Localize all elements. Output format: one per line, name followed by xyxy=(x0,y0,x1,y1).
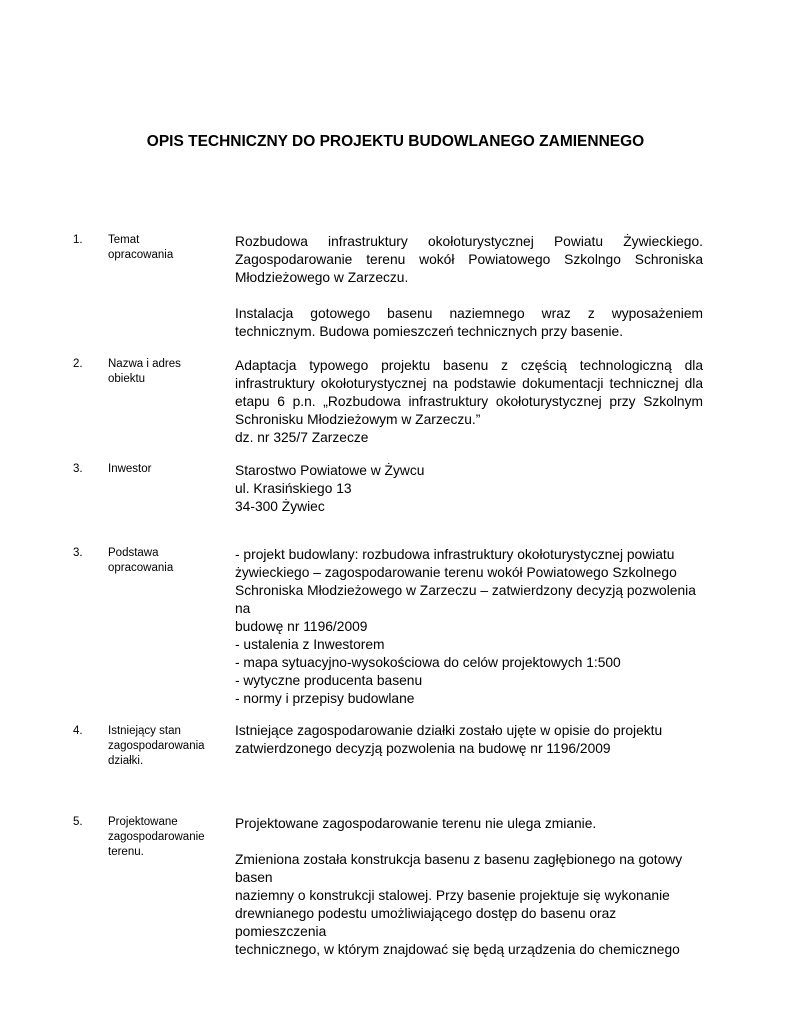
section-content xyxy=(235,722,703,758)
section-label-line: Inwestor xyxy=(108,463,152,475)
section-number: 2. xyxy=(73,358,83,370)
section-label-line: Podstawa xyxy=(108,547,159,559)
section-number: 4. xyxy=(73,725,83,737)
section-label xyxy=(108,233,223,263)
paragraph: Rozbudowa infrastruktury okołoturystycznej Powiatu Żywieckiego. Zagospodarowanie terenu wokół Powiatowego Szkolngo Schroniska Młodzieżowego w Zarzeczu. xyxy=(235,234,703,285)
list-item: - wytyczne producenta basenu xyxy=(235,673,423,688)
section-content xyxy=(235,462,703,516)
text-line: Zmieniona została konstrukcja basenu z basenu zagłębionego na gotowy basen xyxy=(235,852,683,885)
section-content xyxy=(235,357,703,447)
list-item: - ustalenia z Inwestorem xyxy=(235,637,385,652)
document-title: OPIS TECHNICZNY DO PROJEKTU BUDOWLANEGO ZAMIENNEGO xyxy=(146,133,645,150)
section-label xyxy=(108,724,223,769)
section-label-line: terenu. xyxy=(108,846,144,858)
text-line: Projektowane zagospodarowanie terenu nie ulega zmianie. xyxy=(235,816,597,831)
paragraph: Instalacja gotowego basenu naziemnego wraz z wyposażeniem technicznym. Budowa pomieszczeń technicznych przy basenie. xyxy=(235,306,703,339)
text-line: ul. Krasińskiego 13 xyxy=(235,481,352,496)
section-content xyxy=(235,233,703,341)
list-item: - normy i przepisy budowlane xyxy=(235,691,415,706)
section-label-line: Istniejący stan xyxy=(108,725,181,737)
list-item: budowę nr 1196/2009 xyxy=(235,619,368,634)
section-label-line: działki. xyxy=(108,755,144,767)
list-item: - mapa sytuacyjno-wysokościowa do celów projektowych 1:500 xyxy=(235,655,621,670)
section-number: 3. xyxy=(73,463,83,475)
section-content xyxy=(235,815,703,959)
section-label-line: zagospodarowania xyxy=(108,740,205,752)
section-number: 3. xyxy=(73,547,83,559)
section-label-line: Projektowane xyxy=(108,816,178,828)
section-label-line: zagospodarowanie xyxy=(108,831,205,843)
list-item: żywieckiego – zagospodarowanie terenu wokół Powiatowego Szkolnego xyxy=(235,565,677,580)
section-label-line: opracowania xyxy=(108,562,174,574)
paragraph: dz. nr 325/7 Zarzecze xyxy=(235,430,369,445)
text-line: naziemny o konstrukcji stalowej. Przy basenie projektuje się wykonanie xyxy=(235,888,670,903)
text-line: technicznego, w którym znajdować się będą urządzenia do chemicznego xyxy=(235,942,680,957)
section-label-line: Nazwa i adres xyxy=(108,358,181,370)
paragraph: Adaptacja typowego projektu basenu z częścią technologiczną dla infrastruktury okołoturystycznej na podstawie dokumentacji technicznej dla etapu 6 p.n. „Rozbudowa infrastruktury okołoturystycznej przy Szkolnym Schronisku Młodzieżowym w Zarzeczu.” xyxy=(235,358,703,427)
text-line: Starostwo Powiatowe w Żywcu xyxy=(235,463,425,478)
text-line: zatwierdzonego decyzją pozwolenia na budowę nr 1196/2009 xyxy=(235,741,611,756)
text-line: Istniejące zagospodarowanie działki zostało ujęte w opisie do projektu xyxy=(235,723,663,738)
section-number: 1. xyxy=(73,234,83,246)
section-label xyxy=(108,462,223,477)
text-line: drewnianego podestu umożliwiającego dostęp do basenu oraz pomieszczenia xyxy=(235,906,617,939)
section-label xyxy=(108,815,223,860)
list-item: - projekt budowlany: rozbudowa infrastruktury okołoturystycznej powiatu xyxy=(235,547,675,562)
section-label xyxy=(108,546,223,576)
section-number: 5. xyxy=(73,816,83,828)
list-item: Schroniska Młodzieżowego w Zarzeczu – zatwierdzony decyzją pozwolenia na xyxy=(235,583,696,616)
section-label xyxy=(108,357,223,387)
section-label-line: opracowania xyxy=(108,249,174,261)
section-content xyxy=(235,546,703,708)
text-line: 34-300 Żywiec xyxy=(235,499,325,514)
section-label-line: Temat xyxy=(108,234,140,246)
section-label-line: obiektu xyxy=(108,373,146,385)
